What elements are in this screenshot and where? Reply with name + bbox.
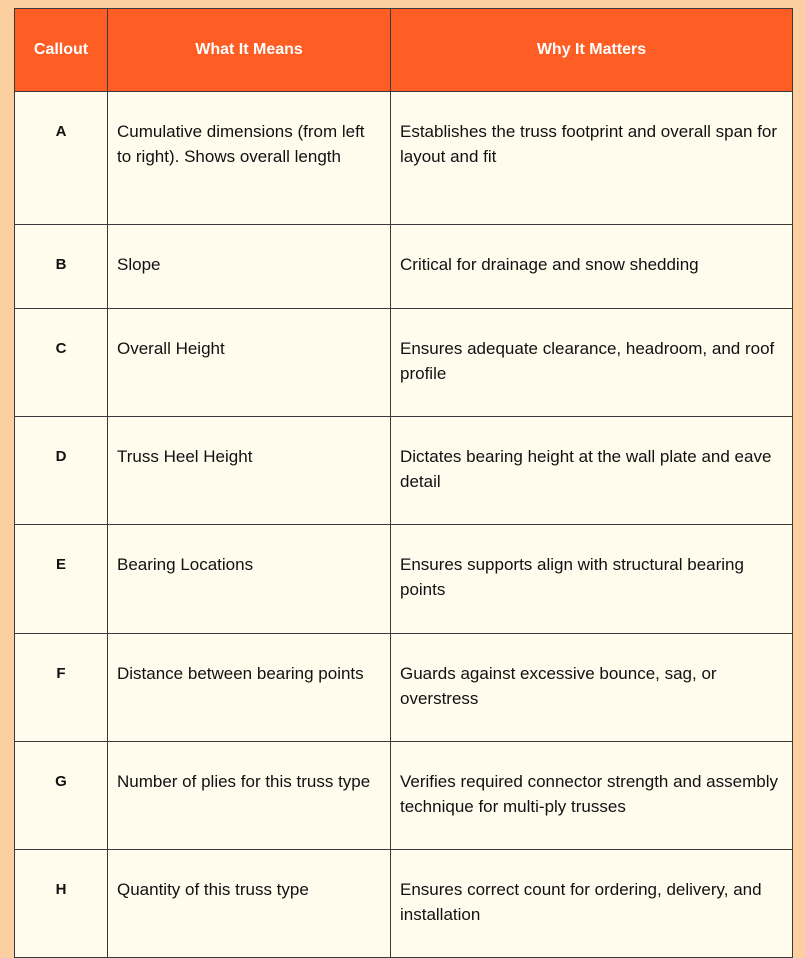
matters-cell: Guards against excessive bounce, sag, or overstress xyxy=(391,634,793,742)
matters-cell: Dictates bearing height at the wall plate and eave detail xyxy=(391,417,793,525)
table-row xyxy=(15,634,793,742)
meaning-cell: Overall Height xyxy=(108,309,391,417)
callout-table-container xyxy=(14,8,792,958)
header-what-it-means: What It Means xyxy=(108,9,391,92)
meaning-cell: Distance between bearing points xyxy=(108,634,391,742)
callout-cell: D xyxy=(15,417,108,525)
callout-table xyxy=(14,8,793,958)
callout-cell: G xyxy=(15,742,108,850)
callout-cell: A xyxy=(15,92,108,225)
header-why-it-matters: Why It Matters xyxy=(391,9,793,92)
callout-cell: F xyxy=(15,634,108,742)
meaning-cell: Number of plies for this truss type xyxy=(108,742,391,850)
matters-cell: Critical for drainage and snow shedding xyxy=(391,225,793,309)
meaning-cell: Quantity of this truss type xyxy=(108,850,391,958)
table-row xyxy=(15,742,793,850)
callout-cell: E xyxy=(15,525,108,634)
matters-cell: Ensures adequate clearance, headroom, and roof profile xyxy=(391,309,793,417)
table-row xyxy=(15,417,793,525)
table-row xyxy=(15,225,793,309)
table-header-row xyxy=(15,9,793,92)
callout-cell: B xyxy=(15,225,108,309)
table-row xyxy=(15,525,793,634)
matters-cell: Verifies required connector strength and assembly technique for multi-ply trusses xyxy=(391,742,793,850)
matters-cell: Ensures supports align with structural bearing points xyxy=(391,525,793,634)
matters-cell: Establishes the truss footprint and overall span for layout and fit xyxy=(391,92,793,225)
header-callout: Callout xyxy=(15,9,108,92)
table-row xyxy=(15,92,793,225)
meaning-cell: Slope xyxy=(108,225,391,309)
table-row xyxy=(15,850,793,958)
meaning-cell: Bearing Locations xyxy=(108,525,391,634)
table-row xyxy=(15,309,793,417)
callout-cell: C xyxy=(15,309,108,417)
meaning-cell: Truss Heel Height xyxy=(108,417,391,525)
meaning-cell: Cumulative dimensions (from left to right). Shows overall length xyxy=(108,92,391,225)
matters-cell: Ensures correct count for ordering, delivery, and installation xyxy=(391,850,793,958)
callout-cell: H xyxy=(15,850,108,958)
